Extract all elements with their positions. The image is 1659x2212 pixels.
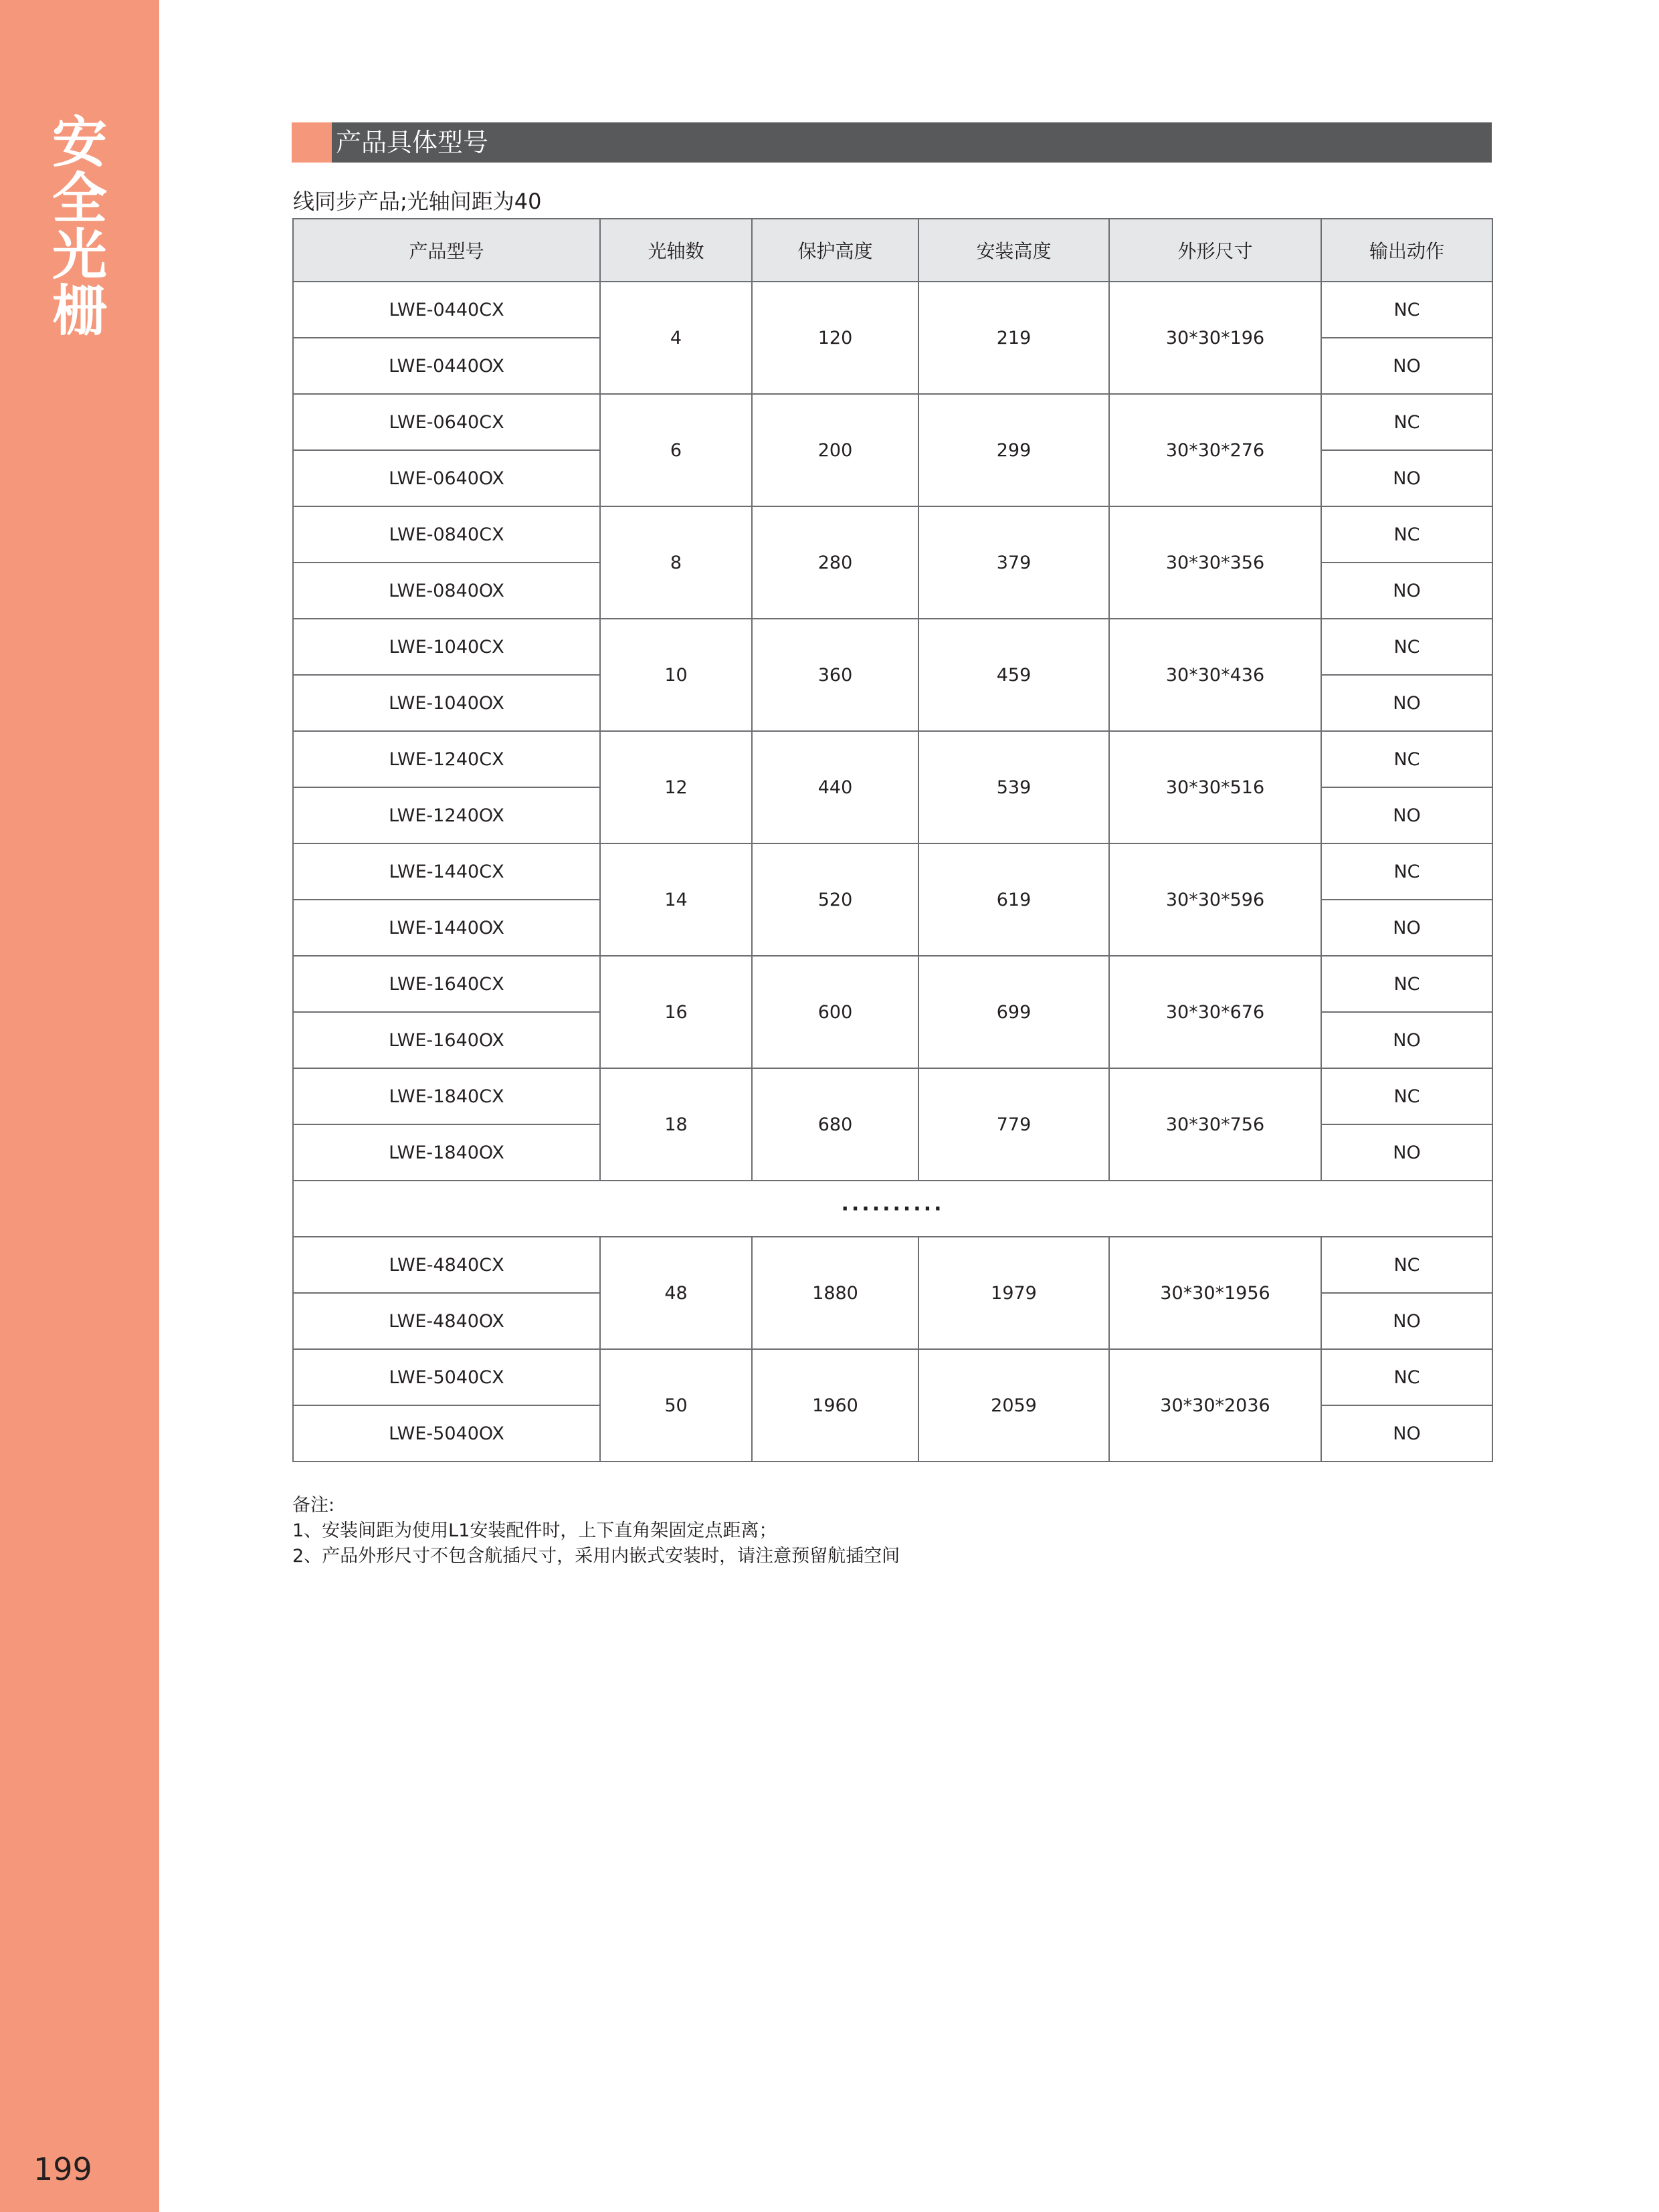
section-header-accent — [292, 122, 332, 163]
sidebar-title-char: 栅 — [52, 280, 107, 343]
axes-cell: 50 — [600, 1349, 752, 1462]
ellipsis-cell: ·········· — [293, 1181, 1492, 1237]
model-cell: LWE-5040CX — [293, 1349, 600, 1405]
header-protect-height: 保护高度 — [752, 219, 918, 282]
install-height-cell: 1979 — [918, 1237, 1109, 1349]
output-cell: NC — [1321, 619, 1492, 675]
axes-cell: 16 — [600, 956, 752, 1068]
install-height-cell: 619 — [918, 843, 1109, 956]
model-cell: LWE-1240OX — [293, 787, 600, 843]
size-cell: 30*30*516 — [1109, 731, 1321, 843]
notes-heading: 备注: — [292, 1495, 335, 1516]
output-cell: NO — [1321, 1405, 1492, 1462]
size-cell: 30*30*756 — [1109, 1068, 1321, 1181]
output-cell: NO — [1321, 675, 1492, 731]
table-subtitle: 线同步产品;光轴间距为40 — [293, 189, 542, 214]
install-height-cell: 779 — [918, 1068, 1109, 1181]
output-cell: NC — [1321, 394, 1492, 450]
table-row — [293, 1349, 1492, 1405]
size-cell: 30*30*2036 — [1109, 1349, 1321, 1462]
protect-height-cell: 520 — [752, 843, 918, 956]
sidebar-title — [0, 111, 159, 343]
output-cell: NO — [1321, 563, 1492, 619]
table-row — [293, 282, 1492, 338]
size-cell: 30*30*436 — [1109, 619, 1321, 731]
model-cell: LWE-1640OX — [293, 1012, 600, 1068]
model-cell: LWE-0640OX — [293, 450, 600, 506]
sidebar-title-char: 全 — [52, 167, 107, 231]
output-cell: NC — [1321, 956, 1492, 1012]
size-cell: 30*30*1956 — [1109, 1237, 1321, 1349]
protect-height-cell: 440 — [752, 731, 918, 843]
size-cell: 30*30*596 — [1109, 843, 1321, 956]
output-cell: NO — [1321, 900, 1492, 956]
notes — [292, 1493, 900, 1569]
install-height-cell: 299 — [918, 394, 1109, 506]
axes-cell: 12 — [600, 731, 752, 843]
install-height-cell: 459 — [918, 619, 1109, 731]
install-height-cell: 379 — [918, 506, 1109, 619]
model-cell: LWE-1040OX — [293, 675, 600, 731]
header-size: 外形尺寸 — [1109, 219, 1321, 282]
table-row — [293, 394, 1492, 450]
size-cell: 30*30*356 — [1109, 506, 1321, 619]
output-cell: NC — [1321, 282, 1492, 338]
model-cell: LWE-1440OX — [293, 900, 600, 956]
output-cell: NC — [1321, 1349, 1492, 1405]
install-height-cell: 539 — [918, 731, 1109, 843]
axes-cell: 10 — [600, 619, 752, 731]
install-height-cell: 699 — [918, 956, 1109, 1068]
axes-cell: 8 — [600, 506, 752, 619]
size-cell: 30*30*676 — [1109, 956, 1321, 1068]
table-row — [293, 843, 1492, 900]
table-header-row — [293, 219, 1492, 282]
notes-line: 1、安装间距为使用L1安装配件时，上下直角架固定点距离； — [292, 1520, 777, 1541]
table-row — [293, 619, 1492, 675]
sidebar — [0, 0, 159, 2212]
protect-height-cell: 360 — [752, 619, 918, 731]
table-body — [293, 282, 1492, 1462]
model-cell: LWE-0440CX — [293, 282, 600, 338]
axes-cell: 18 — [600, 1068, 752, 1181]
output-cell: NO — [1321, 450, 1492, 506]
install-height-cell: 2059 — [918, 1349, 1109, 1462]
output-cell: NO — [1321, 1012, 1492, 1068]
product-spec-table — [292, 218, 1493, 1462]
sidebar-title-char: 光 — [52, 223, 107, 287]
model-cell: LWE-0440OX — [293, 338, 600, 394]
output-cell: NC — [1321, 506, 1492, 563]
table-row — [293, 956, 1492, 1012]
install-height-cell: 219 — [918, 282, 1109, 394]
model-cell: LWE-1440CX — [293, 843, 600, 900]
protect-height-cell: 120 — [752, 282, 918, 394]
protect-height-cell: 200 — [752, 394, 918, 506]
output-cell: NO — [1321, 787, 1492, 843]
model-cell: LWE-4840OX — [293, 1293, 600, 1349]
model-cell: LWE-0840OX — [293, 563, 600, 619]
model-cell: LWE-1240CX — [293, 731, 600, 787]
ellipsis-row — [293, 1181, 1492, 1237]
axes-cell: 4 — [600, 282, 752, 394]
model-cell: LWE-1040CX — [293, 619, 600, 675]
table-row — [293, 1068, 1492, 1124]
protect-height-cell: 680 — [752, 1068, 918, 1181]
output-cell: NO — [1321, 1293, 1492, 1349]
output-cell: NC — [1321, 1068, 1492, 1124]
model-cell: LWE-0640CX — [293, 394, 600, 450]
page-number: 199 — [33, 2151, 92, 2187]
model-cell: LWE-1640CX — [293, 956, 600, 1012]
protect-height-cell: 1960 — [752, 1349, 918, 1462]
sidebar-title-char: 安 — [52, 111, 107, 175]
model-cell: LWE-5040OX — [293, 1405, 600, 1462]
protect-height-cell: 600 — [752, 956, 918, 1068]
size-cell: 30*30*276 — [1109, 394, 1321, 506]
size-cell: 30*30*196 — [1109, 282, 1321, 394]
output-cell: NC — [1321, 843, 1492, 900]
protect-height-cell: 280 — [752, 506, 918, 619]
table-row — [293, 506, 1492, 563]
header-install-height: 安装高度 — [918, 219, 1109, 282]
output-cell: NO — [1321, 1124, 1492, 1181]
axes-cell: 48 — [600, 1237, 752, 1349]
axes-cell: 14 — [600, 843, 752, 956]
axes-cell: 6 — [600, 394, 752, 506]
notes-line: 2、产品外形尺寸不包含航插尺寸，采用内嵌式安装时，请注意预留航插空间 — [292, 1546, 900, 1567]
output-cell: NC — [1321, 1237, 1492, 1293]
output-cell: NC — [1321, 731, 1492, 787]
output-cell: NO — [1321, 338, 1492, 394]
model-cell: LWE-4840CX — [293, 1237, 600, 1293]
protect-height-cell: 1880 — [752, 1237, 918, 1349]
section-title: 产品具体型号 — [336, 128, 489, 157]
model-cell: LWE-1840CX — [293, 1068, 600, 1124]
table-row — [293, 1237, 1492, 1293]
header-model: 产品型号 — [293, 219, 600, 282]
header-axes: 光轴数 — [600, 219, 752, 282]
table-row — [293, 731, 1492, 787]
model-cell: LWE-1840OX — [293, 1124, 600, 1181]
header-output: 输出动作 — [1321, 219, 1492, 282]
model-cell: LWE-0840CX — [293, 506, 600, 563]
